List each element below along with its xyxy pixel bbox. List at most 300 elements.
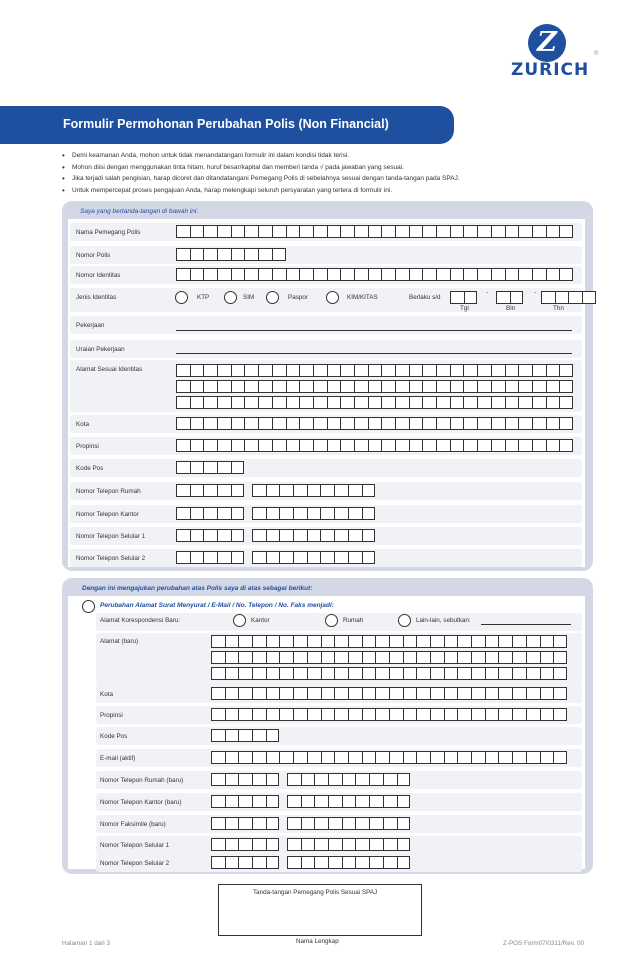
- char-box[interactable]: [409, 364, 423, 377]
- char-box[interactable]: [505, 225, 519, 238]
- char-box[interactable]: [203, 225, 217, 238]
- char-box[interactable]: [252, 729, 266, 742]
- char-box[interactable]: [540, 651, 554, 664]
- char-box[interactable]: [383, 773, 397, 786]
- char-box[interactable]: [203, 529, 217, 542]
- char-box[interactable]: [348, 507, 362, 520]
- char-box[interactable]: [334, 635, 348, 648]
- alamat-identitas-line1[interactable]: [176, 364, 573, 377]
- char-box[interactable]: [553, 687, 567, 700]
- char-box[interactable]: [505, 364, 519, 377]
- char-box[interactable]: [225, 751, 239, 764]
- char-box[interactable]: [211, 729, 225, 742]
- char-box[interactable]: [518, 225, 532, 238]
- char-box[interactable]: [383, 795, 397, 808]
- char-box[interactable]: [505, 417, 519, 430]
- char-box[interactable]: [266, 551, 280, 564]
- char-box[interactable]: [266, 651, 280, 664]
- char-box[interactable]: [328, 838, 342, 851]
- char-box[interactable]: [328, 795, 342, 808]
- char-box[interactable]: [498, 651, 512, 664]
- nomor-identitas-input[interactable]: [176, 268, 573, 281]
- alamat-baru-line1[interactable]: [211, 635, 567, 648]
- char-box[interactable]: [397, 856, 411, 869]
- char-box[interactable]: [328, 817, 342, 830]
- char-box[interactable]: [553, 635, 567, 648]
- char-box[interactable]: [299, 380, 313, 393]
- char-box[interactable]: [266, 635, 280, 648]
- char-box[interactable]: [532, 364, 546, 377]
- char-box[interactable]: [293, 507, 307, 520]
- kota-input[interactable]: [176, 417, 573, 430]
- char-box[interactable]: [541, 291, 555, 304]
- char-box[interactable]: [217, 484, 231, 497]
- char-box[interactable]: [217, 364, 231, 377]
- char-box[interactable]: [252, 551, 266, 564]
- char-box[interactable]: [313, 417, 327, 430]
- char-box[interactable]: [348, 667, 362, 680]
- char-box[interactable]: [498, 751, 512, 764]
- char-box[interactable]: [266, 729, 280, 742]
- char-box[interactable]: [252, 708, 266, 721]
- char-box[interactable]: [436, 417, 450, 430]
- char-box[interactable]: [266, 773, 280, 786]
- char-box[interactable]: [505, 380, 519, 393]
- char-box[interactable]: [301, 838, 315, 851]
- char-box[interactable]: [252, 838, 266, 851]
- char-box[interactable]: [238, 651, 252, 664]
- char-box[interactable]: [368, 417, 382, 430]
- char-box[interactable]: [362, 687, 376, 700]
- char-box[interactable]: [430, 751, 444, 764]
- char-box[interactable]: [375, 751, 389, 764]
- char-box[interactable]: [190, 380, 204, 393]
- char-box[interactable]: [395, 380, 409, 393]
- char-box[interactable]: [477, 364, 491, 377]
- char-box[interactable]: [258, 417, 272, 430]
- char-box[interactable]: [238, 856, 252, 869]
- char-box[interactable]: [362, 751, 376, 764]
- char-box[interactable]: [334, 551, 348, 564]
- char-box[interactable]: [321, 751, 335, 764]
- char-box[interactable]: [231, 380, 245, 393]
- char-box[interactable]: [355, 838, 369, 851]
- char-box[interactable]: [327, 380, 341, 393]
- char-box[interactable]: [362, 667, 376, 680]
- char-box[interactable]: [340, 268, 354, 281]
- char-box[interactable]: [334, 751, 348, 764]
- char-box[interactable]: [176, 248, 190, 261]
- char-box[interactable]: [375, 687, 389, 700]
- char-box[interactable]: [389, 667, 403, 680]
- char-box[interactable]: [397, 795, 411, 808]
- char-box[interactable]: [321, 635, 335, 648]
- char-box[interactable]: [320, 551, 334, 564]
- char-box[interactable]: [368, 396, 382, 409]
- char-box[interactable]: [354, 364, 368, 377]
- char-box[interactable]: [190, 439, 204, 452]
- char-box[interactable]: [176, 484, 190, 497]
- char-box[interactable]: [546, 268, 560, 281]
- char-box[interactable]: [389, 751, 403, 764]
- char-box[interactable]: [491, 364, 505, 377]
- char-box[interactable]: [211, 635, 225, 648]
- faksimile-area-input[interactable]: [211, 817, 279, 830]
- char-box[interactable]: [286, 439, 300, 452]
- char-box[interactable]: [491, 225, 505, 238]
- char-box[interactable]: [553, 667, 567, 680]
- char-box[interactable]: [293, 667, 307, 680]
- char-box[interactable]: [362, 551, 376, 564]
- alamat-identitas-line3[interactable]: [176, 396, 573, 409]
- char-box[interactable]: [238, 667, 252, 680]
- char-box[interactable]: [244, 225, 258, 238]
- char-box[interactable]: [244, 380, 258, 393]
- char-box[interactable]: [252, 687, 266, 700]
- char-box[interactable]: [321, 687, 335, 700]
- char-box[interactable]: [238, 708, 252, 721]
- char-box[interactable]: [211, 795, 225, 808]
- char-box[interactable]: [252, 507, 266, 520]
- char-box[interactable]: [422, 439, 436, 452]
- radio-kantor[interactable]: [233, 614, 246, 627]
- char-box[interactable]: [532, 268, 546, 281]
- char-box[interactable]: [532, 396, 546, 409]
- radio-sim[interactable]: [224, 291, 237, 304]
- char-box[interactable]: [225, 667, 239, 680]
- char-box[interactable]: [266, 687, 280, 700]
- char-box[interactable]: [293, 529, 307, 542]
- char-box[interactable]: [238, 751, 252, 764]
- telp-rumah-number-input[interactable]: [252, 484, 375, 497]
- lain-lain-input[interactable]: [481, 624, 571, 625]
- char-box[interactable]: [354, 225, 368, 238]
- char-box[interactable]: [176, 225, 190, 238]
- char-box[interactable]: [334, 667, 348, 680]
- char-box[interactable]: [395, 225, 409, 238]
- char-box[interactable]: [409, 380, 423, 393]
- char-box[interactable]: [314, 773, 328, 786]
- char-box[interactable]: [444, 751, 458, 764]
- char-box[interactable]: [225, 651, 239, 664]
- char-box[interactable]: [314, 795, 328, 808]
- char-box[interactable]: [491, 439, 505, 452]
- char-box[interactable]: [381, 225, 395, 238]
- char-box[interactable]: [381, 364, 395, 377]
- char-box[interactable]: [389, 708, 403, 721]
- char-box[interactable]: [485, 635, 499, 648]
- char-box[interactable]: [471, 708, 485, 721]
- char-box[interactable]: [279, 551, 293, 564]
- char-box[interactable]: [355, 773, 369, 786]
- char-box[interactable]: [266, 795, 280, 808]
- char-box[interactable]: [409, 225, 423, 238]
- propinsi-baru-input[interactable]: [211, 708, 567, 721]
- selular-1-number-input[interactable]: [252, 529, 375, 542]
- char-box[interactable]: [354, 380, 368, 393]
- char-box[interactable]: [340, 364, 354, 377]
- telp-rumah-area-input[interactable]: [176, 484, 244, 497]
- char-box[interactable]: [286, 364, 300, 377]
- char-box[interactable]: [258, 439, 272, 452]
- char-box[interactable]: [244, 396, 258, 409]
- char-box[interactable]: [238, 817, 252, 830]
- char-box[interactable]: [190, 248, 204, 261]
- char-box[interactable]: [491, 417, 505, 430]
- char-box[interactable]: [450, 364, 464, 377]
- char-box[interactable]: [258, 364, 272, 377]
- char-box[interactable]: [518, 380, 532, 393]
- char-box[interactable]: [375, 651, 389, 664]
- char-box[interactable]: [321, 651, 335, 664]
- char-box[interactable]: [272, 380, 286, 393]
- char-box[interactable]: [244, 268, 258, 281]
- char-box[interactable]: [369, 795, 383, 808]
- char-box[interactable]: [512, 687, 526, 700]
- char-box[interactable]: [217, 551, 231, 564]
- char-box[interactable]: [279, 687, 293, 700]
- char-box[interactable]: [397, 838, 411, 851]
- char-box[interactable]: [518, 268, 532, 281]
- char-box[interactable]: [301, 856, 315, 869]
- selular-2-baru-number-input[interactable]: [287, 856, 410, 869]
- char-box[interactable]: [505, 268, 519, 281]
- char-box[interactable]: [217, 268, 231, 281]
- char-box[interactable]: [314, 838, 328, 851]
- char-box[interactable]: [279, 667, 293, 680]
- char-box[interactable]: [444, 687, 458, 700]
- char-box[interactable]: [354, 439, 368, 452]
- char-box[interactable]: [463, 364, 477, 377]
- char-box[interactable]: [477, 417, 491, 430]
- char-box[interactable]: [430, 708, 444, 721]
- char-box[interactable]: [422, 268, 436, 281]
- char-box[interactable]: [348, 484, 362, 497]
- telp-kantor-baru-area-input[interactable]: [211, 795, 279, 808]
- char-box[interactable]: [463, 396, 477, 409]
- char-box[interactable]: [395, 439, 409, 452]
- char-box[interactable]: [327, 439, 341, 452]
- char-box[interactable]: [244, 248, 258, 261]
- char-box[interactable]: [444, 708, 458, 721]
- char-box[interactable]: [190, 396, 204, 409]
- char-box[interactable]: [362, 651, 376, 664]
- char-box[interactable]: [176, 461, 190, 474]
- char-box[interactable]: [485, 667, 499, 680]
- char-box[interactable]: [540, 667, 554, 680]
- telp-kantor-area-input[interactable]: [176, 507, 244, 520]
- char-box[interactable]: [381, 396, 395, 409]
- char-box[interactable]: [225, 687, 239, 700]
- char-box[interactable]: [225, 635, 239, 648]
- char-box[interactable]: [176, 439, 190, 452]
- char-box[interactable]: [383, 838, 397, 851]
- char-box[interactable]: [272, 225, 286, 238]
- char-box[interactable]: [403, 651, 417, 664]
- char-box[interactable]: [287, 838, 301, 851]
- char-box[interactable]: [320, 507, 334, 520]
- char-box[interactable]: [231, 484, 245, 497]
- char-box[interactable]: [293, 651, 307, 664]
- char-box[interactable]: [190, 529, 204, 542]
- char-box[interactable]: [286, 396, 300, 409]
- char-box[interactable]: [436, 396, 450, 409]
- char-box[interactable]: [505, 396, 519, 409]
- char-box[interactable]: [559, 396, 573, 409]
- char-box[interactable]: [176, 364, 190, 377]
- char-box[interactable]: [211, 838, 225, 851]
- char-box[interactable]: [436, 268, 450, 281]
- char-box[interactable]: [217, 461, 231, 474]
- char-box[interactable]: [540, 751, 554, 764]
- char-box[interactable]: [231, 248, 245, 261]
- char-box[interactable]: [463, 417, 477, 430]
- char-box[interactable]: [225, 817, 239, 830]
- char-box[interactable]: [498, 687, 512, 700]
- char-box[interactable]: [279, 751, 293, 764]
- char-box[interactable]: [340, 396, 354, 409]
- char-box[interactable]: [231, 364, 245, 377]
- char-box[interactable]: [430, 667, 444, 680]
- char-box[interactable]: [286, 380, 300, 393]
- char-box[interactable]: [238, 838, 252, 851]
- char-box[interactable]: [559, 225, 573, 238]
- char-box[interactable]: [328, 856, 342, 869]
- char-box[interactable]: [320, 484, 334, 497]
- char-box[interactable]: [340, 225, 354, 238]
- char-box[interactable]: [217, 380, 231, 393]
- char-box[interactable]: [176, 417, 190, 430]
- char-box[interactable]: [526, 667, 540, 680]
- char-box[interactable]: [327, 268, 341, 281]
- char-box[interactable]: [238, 687, 252, 700]
- char-box[interactable]: [307, 635, 321, 648]
- char-box[interactable]: [203, 248, 217, 261]
- char-box[interactable]: [252, 651, 266, 664]
- char-box[interactable]: [457, 635, 471, 648]
- char-box[interactable]: [217, 439, 231, 452]
- char-box[interactable]: [553, 651, 567, 664]
- char-box[interactable]: [485, 751, 499, 764]
- telp-rumah-baru-area-input[interactable]: [211, 773, 279, 786]
- char-box[interactable]: [355, 795, 369, 808]
- char-box[interactable]: [327, 225, 341, 238]
- char-box[interactable]: [477, 268, 491, 281]
- char-box[interactable]: [203, 551, 217, 564]
- char-box[interactable]: [307, 484, 321, 497]
- char-box[interactable]: [211, 651, 225, 664]
- kode-pos-baru-input[interactable]: [211, 729, 279, 742]
- char-box[interactable]: [540, 635, 554, 648]
- char-box[interactable]: [498, 708, 512, 721]
- char-box[interactable]: [217, 225, 231, 238]
- char-box[interactable]: [369, 856, 383, 869]
- char-box[interactable]: [307, 751, 321, 764]
- char-box[interactable]: [348, 651, 362, 664]
- char-box[interactable]: [518, 396, 532, 409]
- char-box[interactable]: [389, 651, 403, 664]
- char-box[interactable]: [375, 708, 389, 721]
- char-box[interactable]: [505, 439, 519, 452]
- char-box[interactable]: [307, 507, 321, 520]
- alamat-baru-line3[interactable]: [211, 667, 567, 680]
- char-box[interactable]: [463, 380, 477, 393]
- char-box[interactable]: [403, 751, 417, 764]
- char-box[interactable]: [211, 687, 225, 700]
- char-box[interactable]: [512, 651, 526, 664]
- char-box[interactable]: [436, 225, 450, 238]
- char-box[interactable]: [355, 817, 369, 830]
- char-box[interactable]: [389, 687, 403, 700]
- berlaku-thn-input-2[interactable]: [541, 291, 596, 304]
- char-box[interactable]: [354, 417, 368, 430]
- char-box[interactable]: [526, 751, 540, 764]
- char-box[interactable]: [477, 439, 491, 452]
- telp-rumah-baru-number-input[interactable]: [287, 773, 410, 786]
- char-box[interactable]: [416, 751, 430, 764]
- char-box[interactable]: [211, 751, 225, 764]
- char-box[interactable]: [301, 773, 315, 786]
- char-box[interactable]: [238, 635, 252, 648]
- char-box[interactable]: [190, 364, 204, 377]
- char-box[interactable]: [340, 380, 354, 393]
- char-box[interactable]: [450, 225, 464, 238]
- char-box[interactable]: [553, 751, 567, 764]
- char-box[interactable]: [299, 439, 313, 452]
- char-box[interactable]: [422, 364, 436, 377]
- char-box[interactable]: [546, 417, 560, 430]
- char-box[interactable]: [444, 635, 458, 648]
- char-box[interactable]: [369, 838, 383, 851]
- char-box[interactable]: [211, 667, 225, 680]
- char-box[interactable]: [485, 651, 499, 664]
- char-box[interactable]: [342, 838, 356, 851]
- char-box[interactable]: [518, 417, 532, 430]
- char-box[interactable]: [287, 795, 301, 808]
- char-box[interactable]: [231, 439, 245, 452]
- radio-lain-lain[interactable]: [398, 614, 411, 627]
- char-box[interactable]: [231, 268, 245, 281]
- char-box[interactable]: [225, 838, 239, 851]
- char-box[interactable]: [354, 396, 368, 409]
- char-box[interactable]: [279, 635, 293, 648]
- char-box[interactable]: [526, 635, 540, 648]
- char-box[interactable]: [450, 268, 464, 281]
- char-box[interactable]: [272, 417, 286, 430]
- char-box[interactable]: [279, 708, 293, 721]
- char-box[interactable]: [540, 708, 554, 721]
- char-box[interactable]: [512, 667, 526, 680]
- char-box[interactable]: [203, 439, 217, 452]
- char-box[interactable]: [327, 396, 341, 409]
- char-box[interactable]: [457, 687, 471, 700]
- char-box[interactable]: [381, 417, 395, 430]
- char-box[interactable]: [444, 651, 458, 664]
- char-box[interactable]: [383, 817, 397, 830]
- char-box[interactable]: [176, 507, 190, 520]
- char-box[interactable]: [307, 529, 321, 542]
- char-box[interactable]: [471, 751, 485, 764]
- char-box[interactable]: [342, 856, 356, 869]
- char-box[interactable]: [334, 687, 348, 700]
- char-box[interactable]: [463, 439, 477, 452]
- char-box[interactable]: [203, 396, 217, 409]
- radio-paspor[interactable]: [266, 291, 279, 304]
- char-box[interactable]: [231, 417, 245, 430]
- char-box[interactable]: [266, 507, 280, 520]
- char-box[interactable]: [287, 773, 301, 786]
- alamat-baru-line2[interactable]: [211, 651, 567, 664]
